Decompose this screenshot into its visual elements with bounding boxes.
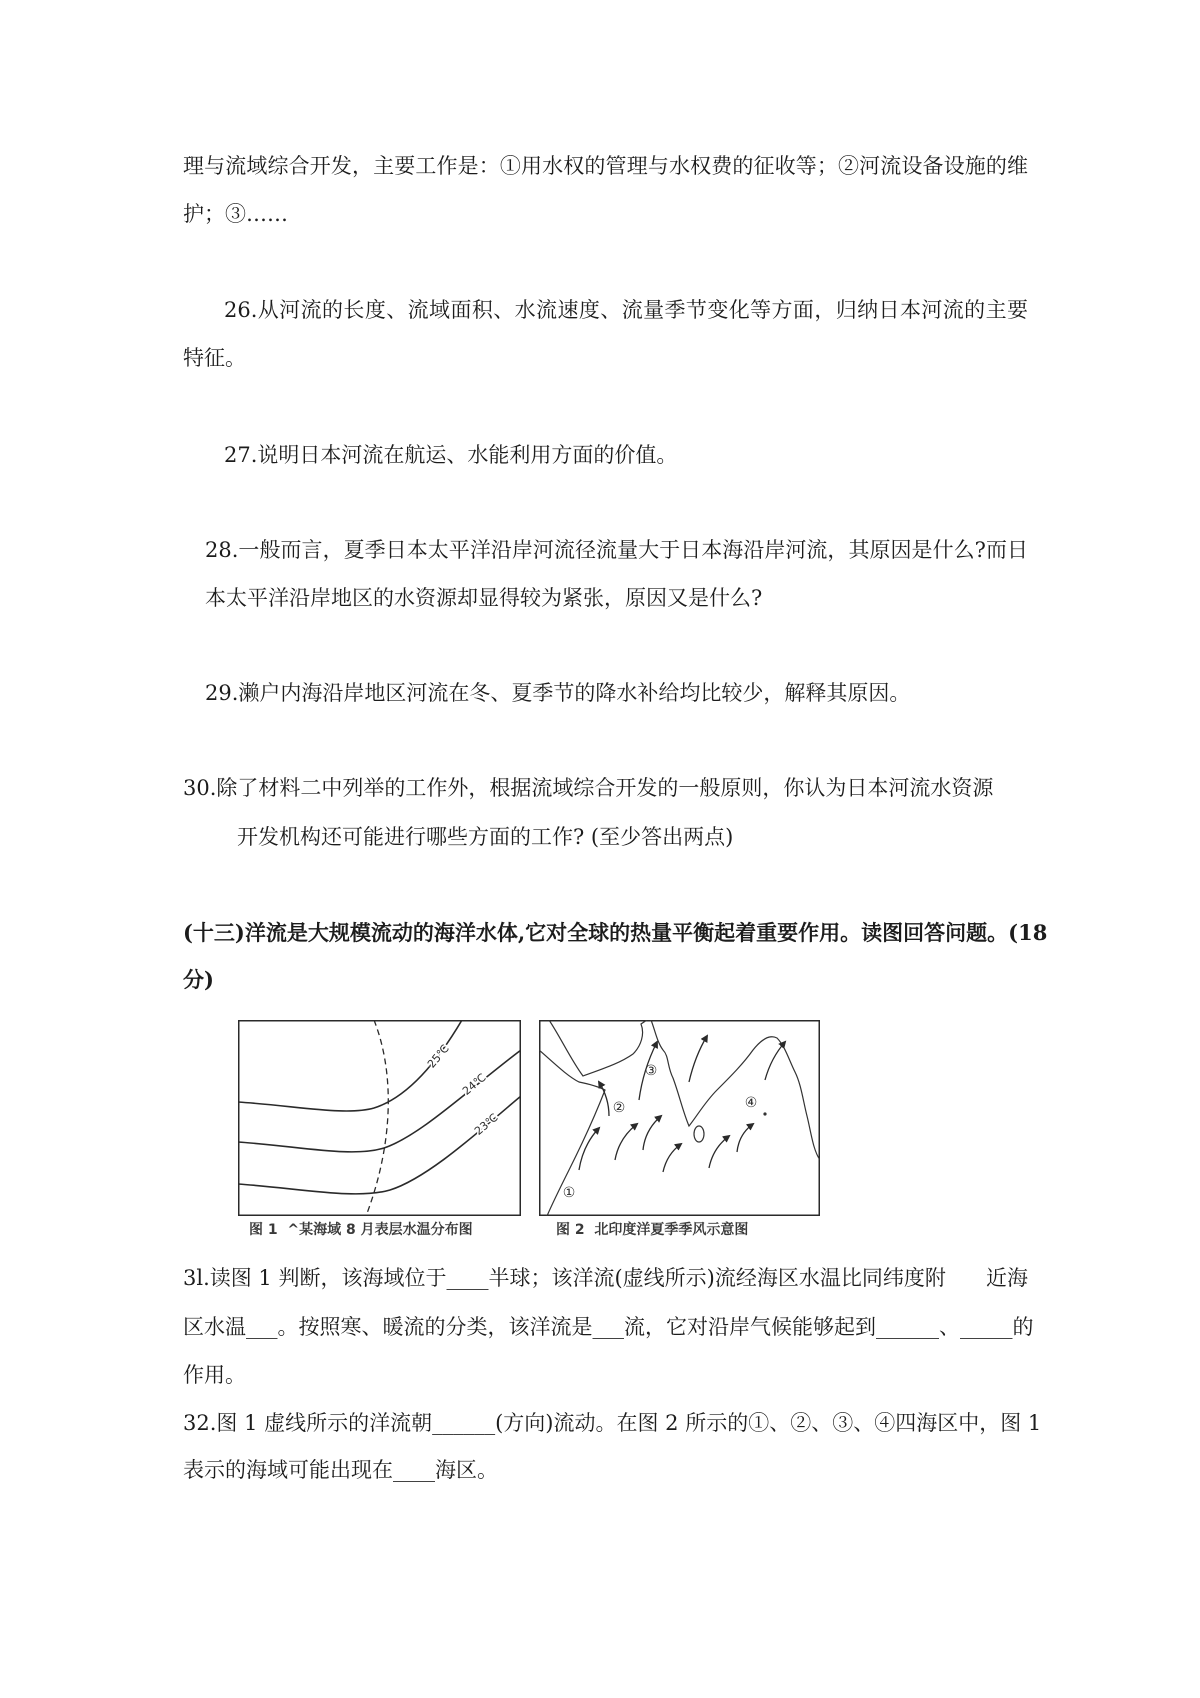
question-30-line-1: 30.除了材料二中列举的工作外，根据流域综合开发的一般原则，你认为日本河流水资源 xyxy=(183,776,994,800)
sea-area-label-4: ④ xyxy=(744,1095,758,1111)
island-dot xyxy=(763,1112,766,1115)
question-28-line-1: 28.一般而言，夏季日本太平洋沿岸河流径流量大于日本海沿岸河流，其原因是什么?而日 xyxy=(205,538,1028,562)
question-30-line-2: 开发机构还可能进行哪些方面的工作? (至少答出两点) xyxy=(237,825,734,849)
figure-1-frame xyxy=(239,1021,521,1216)
question-26-line-2: 特征。 xyxy=(183,346,246,370)
question-32-line-2: 表示的海域可能出现在____海区。 xyxy=(183,1458,498,1482)
question-27: 27.说明日本河流在航运、水能利用方面的价值。 xyxy=(224,443,678,467)
section-13-heading-line-1: (十三)洋流是大规模流动的海洋水体,它对全球的热量平衡起着重要作用。读图回答问题。(18 xyxy=(183,920,1048,945)
sea-area-label-1: ① xyxy=(562,1185,576,1201)
figure-1-isotherm-map xyxy=(238,1020,521,1216)
isotherm-label-25: 25℃ xyxy=(424,1042,452,1071)
isotherm-label-24: 24℃ xyxy=(460,1070,489,1098)
question-31-line-1: 3l.读图 1 判断，该海域位于____半球；该洋流(虚线所示)流经海区水温比同纬度附 xyxy=(183,1266,946,1290)
material-line-1: 理与流域综合开发，主要工作是：①用水权的管理与水权费的征收等；②河流设备设施的维 xyxy=(183,154,1028,178)
question-32-line-1: 32.图 1 虚线所示的洋流朝______(方向)流动。在图 2 所示的①、②、③、④四海区中，图 1 xyxy=(183,1411,1042,1435)
question-26-line-1: 26.从河流的长度、流域面积、水流速度、流量季节变化等方面，归纳日本河流的主要 xyxy=(224,298,1028,322)
figure-2-caption: 图 2 北印度洋夏季季风示意图 xyxy=(556,1222,749,1238)
question-31-line-3: 作用。 xyxy=(183,1363,246,1387)
figure-2-frame xyxy=(540,1021,820,1216)
section-13-heading-line-2: 分) xyxy=(183,967,214,992)
question-31-line-1-end: 近海 xyxy=(986,1266,1028,1290)
question-29: 29.濑户内海沿岸地区河流在冬、夏季节的降水补给均比较少，解释其原因。 xyxy=(205,681,911,705)
isotherm-label-23: 23℃ xyxy=(472,1110,501,1138)
sea-area-label-3: ③ xyxy=(644,1063,658,1079)
question-31-line-2: 区水温___。按照寒、暖流的分类，该洋流是___流，它对沿岸气候能够起到______、_____的 xyxy=(183,1315,1034,1339)
figure-1-caption: 图 1 ^某海域 8 月表层水温分布图 xyxy=(249,1222,473,1238)
sea-area-label-2: ② xyxy=(612,1100,626,1116)
material-line-2: 护；③…… xyxy=(183,202,288,226)
question-28-line-2: 本太平洋沿岸地区的水资源却显得较为紧张，原因又是什么? xyxy=(205,586,763,610)
figure-2-monsoon-map xyxy=(539,1020,820,1216)
